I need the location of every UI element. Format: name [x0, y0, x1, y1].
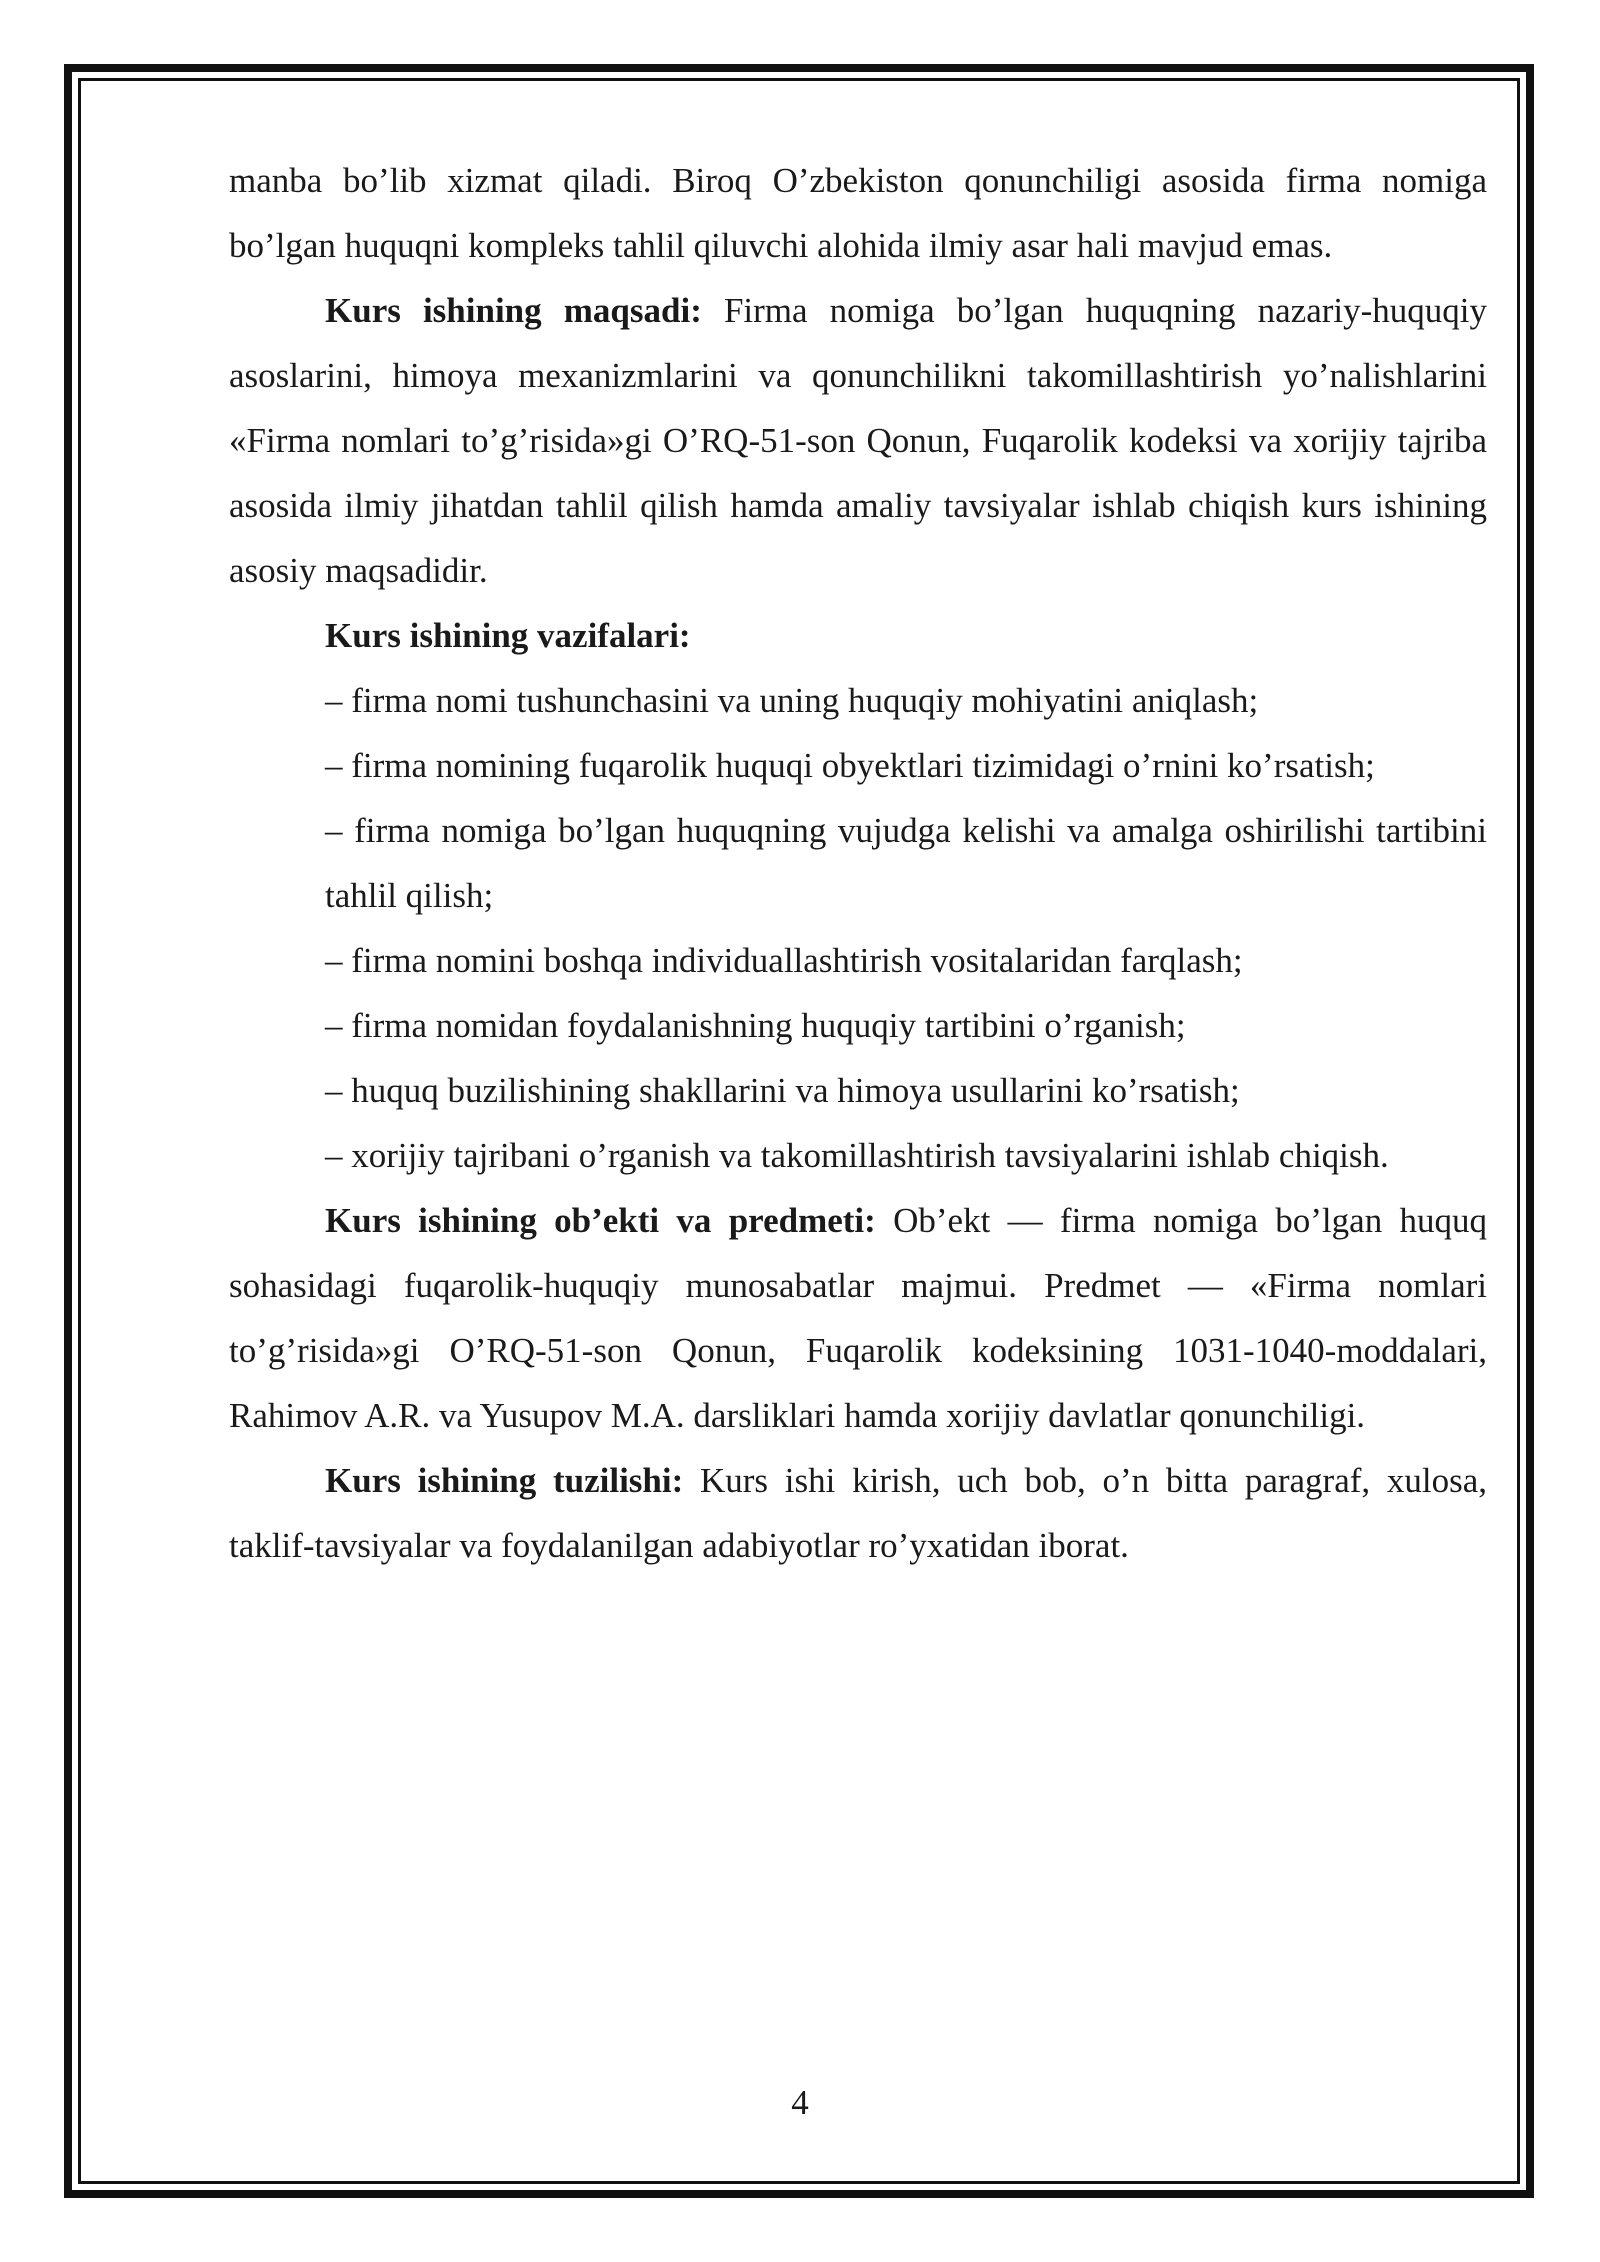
list-item: – firma nomini boshqa individuallashtirish vositalaridan farqlash; [325, 941, 1243, 980]
goal-text: Firma nomiga bo’lgan huquqning nazariy-huquqiy asoslarini, himoya mexanizmlarini va qonunchilikni takomillashtirish yo’nalishlarini «Firma nomlari to’g’risida»gi O’RQ-51-son Qonun, Fuqarolik kodeksi va xorijiy tajriba asosida ilmiy jihatdan tahlil qilish hamda amaliy tavsiyalar ishlab chiqish kurs ishining asosiy maqsadidir. [229, 291, 1487, 590]
object-text: Ob’ekt — firma nomiga bo’lgan huquq sohasidagi fuqarolik-huquqiy munosabatlar majmui. Predmet — «Firma nomlari to’g’risida»gi O’RQ-51-son Qonun, Fuqarolik kodeksining 1031-1040-moddalari, Rahimov A.R. va Yusupov M.A. darsliklari hamda xorijiy davlatlar qonunchiligi. [229, 1201, 1487, 1435]
tasks-label: Kurs ishining vazifalari: [325, 616, 691, 655]
structure-paragraph [229, 1448, 1487, 1578]
object-label: Kurs ishining ob’ekti va predmeti: [325, 1201, 876, 1240]
page-number: 4 [791, 2083, 809, 2122]
structure-label: Kurs ishining tuzilishi: [325, 1461, 684, 1500]
tasks-heading [229, 603, 1487, 668]
object-paragraph [229, 1188, 1487, 1448]
list-item: – huquq buzilishining shakllarini va himoya usullarini ko’rsatish; [325, 1071, 1240, 1110]
goal-label: Kurs ishining maqsadi: [325, 291, 702, 330]
list-item: – firma nomidan foydalanishning huquqiy tartibini o’rganish; [325, 1006, 1186, 1045]
list-item: – firma nomiga bo’lgan huquqning vujudga kelishi va amalga oshirilishi tartibini tahlil qilish; [325, 811, 1487, 915]
list-item: – xorijiy tajribani o’rganish va takomillashtirish tavsiyalarini ishlab chiqish. [325, 1136, 1389, 1175]
document-body [229, 148, 1487, 1578]
tasks-list [229, 668, 1487, 1188]
list-item: – firma nomi tushunchasini va uning huquqiy mohiyatini aniqlash; [325, 681, 1259, 720]
goal-paragraph [229, 278, 1487, 603]
structure-text: Kurs ishi kirish, uch bob, o’n bitta paragraf, xulosa, taklif-tavsiyalar va foydalanilgan adabiyotlar ro’yxatidan iborat. [229, 1461, 1487, 1565]
intro-paragraph: manba bo’lib xizmat qiladi. Biroq O’zbekiston qonunchiligi asosida firma nomiga bo’lgan huquqni kompleks tahlil qiluvchi alohida ilmiy asar hali mavjud emas. [229, 161, 1487, 265]
list-item: – firma nomining fuqarolik huquqi obyektlari tizimidagi o’rnini ko’rsatish; [325, 746, 1375, 785]
